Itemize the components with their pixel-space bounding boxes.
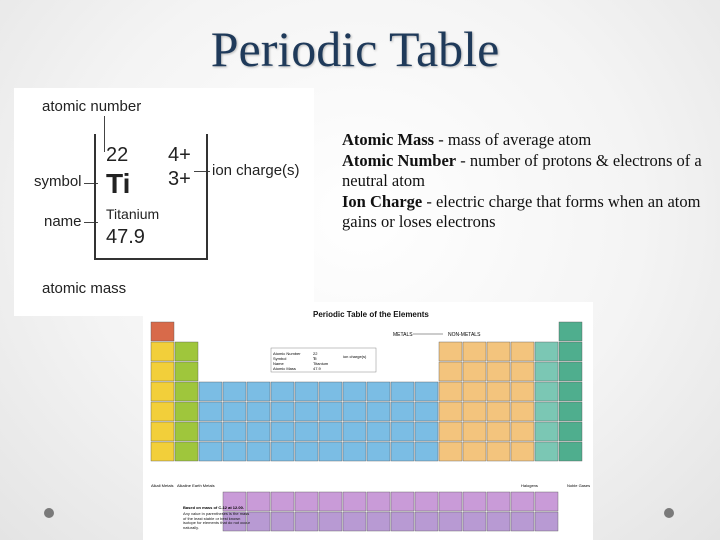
element-tile-cell [367,402,390,421]
element-tile-cell [559,342,582,361]
element-tile-cell [151,402,174,421]
noble-gases-label: Noble Gases [567,483,591,488]
element-tile-cell [535,402,558,421]
element-tile-cell [391,512,414,531]
definition-term: Atomic Number [342,150,457,170]
element-tile-cell [391,442,414,461]
element-tile-cell [487,422,510,441]
definition-ion-charge [342,192,712,233]
element-key-diagram [14,88,314,316]
definition-body: - mass of average atom [434,130,592,149]
definition-atomic-mass [342,130,712,151]
definition-term: Ion Charge [342,191,423,211]
element-tile-cell [415,492,438,511]
element-tile-cell [511,422,534,441]
element-tile-cell [199,442,222,461]
element-tile-cell [175,422,198,441]
alkaline-earth-label: Alkaline Earth Metals [177,483,215,488]
element-tile-cell [271,512,294,531]
element-tile-cell [343,382,366,401]
element-tile-cell [511,362,534,381]
ion-charge-1: 4+ [168,144,191,166]
element-tile-cell [463,442,486,461]
slide-title: Periodic Table [210,21,500,77]
element-tile-cell [175,382,198,401]
element-tile-cell [439,402,462,421]
element-tile-cell [319,512,342,531]
element-tile-cell [511,382,534,401]
element-tile-cell [487,512,510,531]
element-tile-cell [271,492,294,511]
symbol-label: symbol [34,173,82,190]
element-tile-cell [535,442,558,461]
element-tile-cell [367,442,390,461]
element-tile-cell [295,422,318,441]
element-tile-cell [175,342,198,361]
definition-atomic-number [342,151,712,192]
element-tile-cell [415,442,438,461]
definition-body: - electric charge that forms when an atom gains or loses electrons [342,191,701,231]
element-name: Titanium [106,206,160,222]
element-tile-cell [535,512,558,531]
element-tile-cell [199,402,222,421]
element-tile-cell [343,442,366,461]
element-tile-cell [367,422,390,441]
element-tile-cell [271,402,294,421]
element-tile-cell [439,512,462,531]
element-tile-cell [559,442,582,461]
element-tile-cell [319,402,342,421]
element-tile-cell [535,422,558,441]
table-legend-symbol-value: Ti [313,356,317,361]
element-tile-cell [487,442,510,461]
element-tile-cell [319,422,342,441]
halogens-label: Halogens [521,483,538,488]
periodic-table-graphic [143,302,593,540]
element-tile-cell [175,442,198,461]
element-tile-cell [439,342,462,361]
element-tile-cell [151,362,174,381]
element-tile-cell [247,382,270,401]
element-tile-cell [415,382,438,401]
element-tile-cell [439,492,462,511]
element-tile-cell [223,422,246,441]
element-tile-cell [439,382,462,401]
element-tile-cell [535,492,558,511]
element-tile-cell [535,342,558,361]
element-tile-cell [511,442,534,461]
element-tile-cell [463,492,486,511]
element-tile-cell [559,362,582,381]
element-tile-cell [319,382,342,401]
element-tile-cell [247,442,270,461]
periodic-table-image [143,302,593,540]
element-tile-cell [559,382,582,401]
element-tile-cell [343,402,366,421]
element-tile-cell [487,402,510,421]
element-tile-cell [463,402,486,421]
element-tile-cell [223,442,246,461]
atomic-mass-value: 47.9 [106,226,145,248]
element-tile-cell [487,382,510,401]
element-tile-cell [415,512,438,531]
element-tile-cell [511,402,534,421]
element-tile-cell [463,512,486,531]
element-tile-cell [151,342,174,361]
element-tile-cell [559,402,582,421]
table-note-isotopes-wrap [183,512,253,540]
element-tile-cell [295,382,318,401]
element-tile-cell [487,362,510,381]
name-label: name [44,213,82,230]
element-tile-cell [487,342,510,361]
table-legend-name-value: Titanium [313,361,329,366]
element-tile-cell [415,402,438,421]
element-symbol: Ti [106,168,131,199]
element-tile-cell [151,422,174,441]
element-tile-cell [391,492,414,511]
atomic-number-value: 22 [106,144,129,166]
definition-body: - number of protons & electrons of a neutral atom [342,150,702,190]
element-tile-cell [463,382,486,401]
element-tile-cell [247,402,270,421]
element-tile-cell [343,512,366,531]
element-tile-cell [295,442,318,461]
element-tile-cell [295,492,318,511]
table-note-basis: Based on mass of C-12 at 12.00. [183,505,244,510]
element-tile-cell [295,402,318,421]
element-tile-cell [175,362,198,381]
ion-charge-2: 3+ [168,168,191,190]
table-legend-name: Name [273,361,284,366]
atomic-number-label: atomic number [42,98,142,115]
element-tile-cell [463,422,486,441]
periodic-table-title: Periodic Table of the Elements [313,310,429,319]
element-tile-cell [559,422,582,441]
element-tile-cell [463,342,486,361]
element-tile-cell [247,422,270,441]
element-tile-cell [271,422,294,441]
slide-nav-dot-right [664,508,674,518]
element-tile-cell [343,492,366,511]
element-tile-cell [367,512,390,531]
element-tile-cell [151,322,174,341]
element-tile-cell [511,512,534,531]
atomic-mass-label: atomic mass [42,280,127,297]
element-tile-cell [367,492,390,511]
element-tile-cell [415,422,438,441]
metals-label: METALS [393,332,413,338]
element-tile-cell [295,512,318,531]
element-tile-cell [175,402,198,421]
element-tile-cell [199,382,222,401]
element-tile-cell [319,442,342,461]
element-tile-cell [151,442,174,461]
element-tile-cell [391,422,414,441]
definitions-text [342,130,712,233]
element-tile-cell [391,402,414,421]
element-tile-cell [559,322,582,341]
element-tile-cell [463,362,486,381]
element-tile-cell [343,422,366,441]
table-legend-atomic-number: Atomic Number [273,351,301,356]
element-tile-cell [439,362,462,381]
element-tile-cell [199,422,222,441]
ion-charge-label: ion charge(s) [212,162,300,179]
element-tile-cell [511,492,534,511]
element-tile-cell [271,382,294,401]
alkali-metals-label: Alkali Metals [151,483,174,488]
element-tile-cell [151,382,174,401]
slide-nav-dot-left [44,508,54,518]
table-legend-mass-value: 47.9 [313,366,321,371]
element-tile-cell [535,362,558,381]
element-tile-cell [511,342,534,361]
table-legend-mass: Atomic Mass [273,366,296,371]
element-tile-cell [223,382,246,401]
definition-term: Atomic Mass [342,130,435,149]
element-tile-cell [247,492,270,511]
table-legend-symbol: Symbol [273,356,287,361]
element-tile-cell [439,422,462,441]
table-legend-number-value: 22 [313,351,318,356]
element-tile-cell [223,402,246,421]
table-note-isotopes: Any value in parentheses is the mass of the least stable or best known isotope for elements that do not occur naturally. [183,512,250,530]
element-tile-cell [439,442,462,461]
element-tile-cell [271,442,294,461]
element-tile-cell [391,382,414,401]
element-tile-cell [319,492,342,511]
element-tile-cell [487,492,510,511]
element-tile-cell [535,382,558,401]
element-tile [94,134,208,260]
table-legend-ion: ion charge(s) [343,354,367,359]
nonmetals-label: NON-METALS [448,332,481,338]
element-tile-cell [367,382,390,401]
